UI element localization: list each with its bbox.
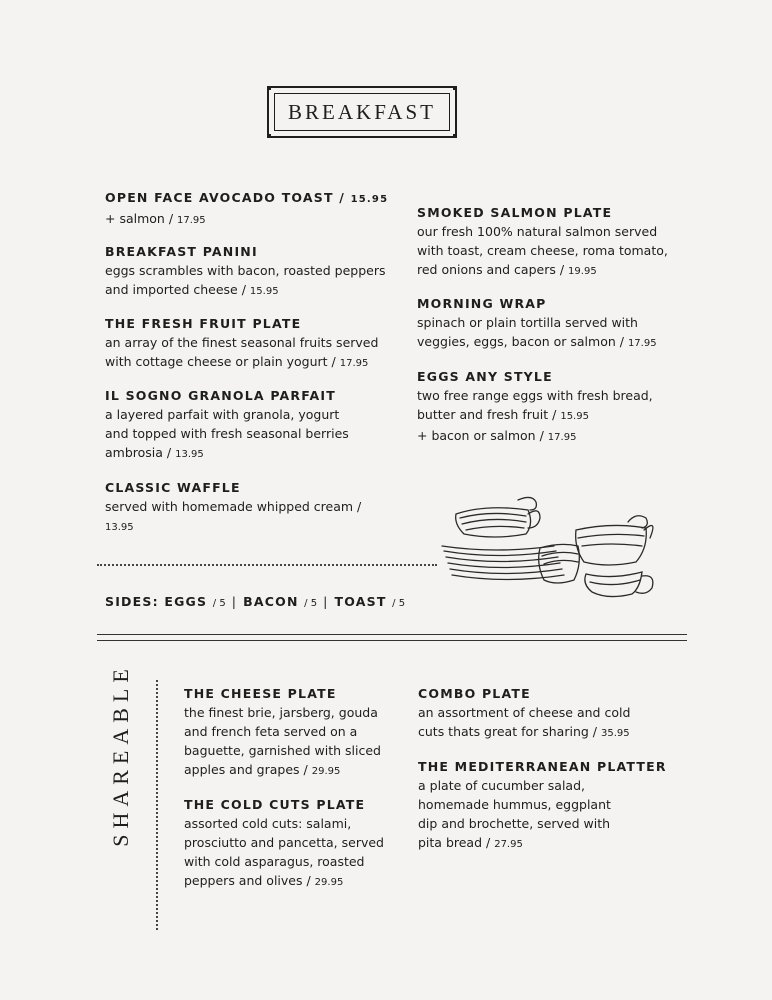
item-desc: and french feta served on a xyxy=(184,724,358,739)
menu-item-cheese-plate: THE CHEESE PLATE the finest brie, jarsberg, gouda and french feta served on a baguette, garnished with sliced apples and grapes / 29.95 xyxy=(184,686,381,777)
item-desc: assorted cold cuts: salami, xyxy=(184,816,352,831)
item-desc: and imported cheese xyxy=(105,282,238,297)
item-name: THE MEDITERRANEAN PLATTER xyxy=(418,759,667,774)
item-desc: a layered parfait with granola, yogurt xyxy=(105,407,340,422)
item-desc: with toast, cream cheese, roma tomato, xyxy=(417,243,668,258)
item-price: 15.95 xyxy=(560,411,589,422)
sides-line: SIDES: EGGS / 5 | BACON / 5 | TOAST / 5 xyxy=(105,594,406,609)
menu-item-combo-plate: COMBO PLATE an assortment of cheese and cold cuts thats great for sharing / 35.95 xyxy=(418,686,631,739)
item-price: 17.95 xyxy=(339,358,369,369)
item-desc: prosciutto and pancetta, served xyxy=(184,835,384,850)
item-name: SMOKED SALMON PLATE xyxy=(417,205,613,220)
item-price: 15.95 xyxy=(249,286,279,297)
item-name: EGGS ANY STYLE xyxy=(417,369,553,384)
side-eggs: EGGS xyxy=(164,594,208,609)
item-price: 17.95 xyxy=(627,338,657,349)
item-name: OPEN FACE AVOCADO TOAST xyxy=(105,190,334,205)
item-price: 29.95 xyxy=(314,877,344,888)
item-price: 13.95 xyxy=(105,522,134,533)
item-name: IL SOGNO GRANOLA PARFAIT xyxy=(105,388,337,403)
sides-label: SIDES: xyxy=(105,594,159,609)
item-name: THE FRESH FRUIT PLATE xyxy=(105,316,302,331)
item-price: 13.95 xyxy=(175,449,204,460)
vertical-divider-dotted xyxy=(156,680,158,930)
menu-item-classic-waffle: CLASSIC WAFFLE served with homemade whipped cream / 13.95 xyxy=(105,480,362,533)
menu-item-fresh-fruit-plate: THE FRESH FRUIT PLATE an array of the finest seasonal fruits served with cottage cheese or plain yogurt / 17.95 xyxy=(105,316,379,369)
item-price: 19.95 xyxy=(568,266,597,277)
item-desc: homemade hummus, eggplant xyxy=(418,797,611,812)
item-desc: peppers and olives xyxy=(184,873,303,888)
item-desc: with cold asparagus, roasted xyxy=(184,854,365,869)
item-addon-price: 17.95 xyxy=(177,215,206,226)
section-divider-dotted xyxy=(97,564,437,566)
side-toast: TOAST xyxy=(334,594,387,609)
item-desc: baguette, garnished with sliced xyxy=(184,743,381,758)
page-title: BREAKFAST xyxy=(274,93,450,131)
menu-item-cold-cuts-plate: THE COLD CUTS PLATE assorted cold cuts: salami, prosciutto and pancetta, served with cold asparagus, roasted peppers and olives / 29.95 xyxy=(184,797,384,888)
teacups-icon xyxy=(436,488,666,608)
item-name: COMBO PLATE xyxy=(418,686,531,701)
item-desc: pita bread xyxy=(418,835,483,850)
side-eggs-price: 5 xyxy=(219,598,226,609)
item-price: 29.95 xyxy=(311,766,341,777)
item-name: CLASSIC WAFFLE xyxy=(105,480,241,495)
item-price: 27.95 xyxy=(494,839,523,850)
item-desc: eggs scrambles with bacon, roasted peppers xyxy=(105,263,386,278)
item-addon: + salmon xyxy=(105,211,165,226)
item-desc: apples and grapes xyxy=(184,762,300,777)
item-name: BREAKFAST PANINI xyxy=(105,244,258,259)
shareable-heading: SHAREABLE xyxy=(108,663,133,847)
menu-item-eggs-any-style: EGGS ANY STYLE two free range eggs with fresh bread, butter and fresh fruit / 15.95 + bacon or salmon / 17.95 xyxy=(417,369,653,443)
item-name: THE COLD CUTS PLATE xyxy=(184,797,366,812)
item-desc: an array of the finest seasonal fruits served xyxy=(105,335,379,350)
section-rule-bottom xyxy=(97,640,687,641)
item-price: 35.95 xyxy=(600,728,630,739)
item-desc: spinach or plain tortilla served with xyxy=(417,315,638,330)
item-desc: ambrosia xyxy=(105,445,163,460)
item-desc: dip and brochette, served with xyxy=(418,816,611,831)
item-addon-price: 17.95 xyxy=(547,432,577,443)
menu-item-avocado-toast: OPEN FACE AVOCADO TOAST / 15.95 + salmon / 17.95 xyxy=(105,190,389,226)
item-name: MORNING WRAP xyxy=(417,296,547,311)
item-desc: two free range eggs with fresh bread, xyxy=(417,388,653,403)
side-bacon: BACON xyxy=(243,594,299,609)
item-desc: served with homemade whipped cream xyxy=(105,499,354,514)
menu-title-frame xyxy=(267,86,457,138)
section-rule-top xyxy=(97,634,687,635)
menu-item-mediterranean-platter: THE MEDITERRANEAN PLATTER a plate of cucumber salad, homemade hummus, eggplant dip and brochette, served with pita bread / 27.95 xyxy=(418,759,667,850)
item-desc: butter and fresh fruit xyxy=(417,407,549,422)
side-bacon-price: 5 xyxy=(310,598,318,609)
menu-item-breakfast-panini: BREAKFAST PANINI eggs scrambles with bacon, roasted peppers and imported cheese / 15.95 xyxy=(105,244,386,297)
item-desc: an assortment of cheese and cold xyxy=(418,705,631,720)
item-price: 15.95 xyxy=(350,194,389,205)
menu-item-morning-wrap: MORNING WRAP spinach or plain tortilla served with veggies, eggs, bacon or salmon / 17.95 xyxy=(417,296,657,349)
menu-item-smoked-salmon-plate: SMOKED SALMON PLATE our fresh 100% natural salmon served with toast, cream cheese, roma tomato, red onions and capers / 19.95 xyxy=(417,205,668,277)
item-desc: our fresh 100% natural salmon served xyxy=(417,224,658,239)
sides-separator: | xyxy=(231,594,238,609)
side-toast-price: 5 xyxy=(398,598,406,609)
item-name: THE CHEESE PLATE xyxy=(184,686,337,701)
item-desc: red onions and capers xyxy=(417,262,556,277)
item-desc: cuts thats great for sharing xyxy=(418,724,589,739)
item-desc: a plate of cucumber salad, xyxy=(418,778,586,793)
item-addon: + bacon or salmon xyxy=(417,428,536,443)
item-desc: the finest brie, jarsberg, gouda xyxy=(184,705,378,720)
sides-separator: | xyxy=(323,594,329,609)
item-desc: veggies, eggs, bacon or salmon xyxy=(417,334,616,349)
item-desc: with cottage cheese or plain yogurt xyxy=(105,354,328,369)
menu-item-granola-parfait: IL SOGNO GRANOLA PARFAIT a layered parfait with granola, yogurt and topped with fresh seasonal berries ambrosia / 13.95 xyxy=(105,388,349,460)
item-desc: and topped with fresh seasonal berries xyxy=(105,426,349,441)
